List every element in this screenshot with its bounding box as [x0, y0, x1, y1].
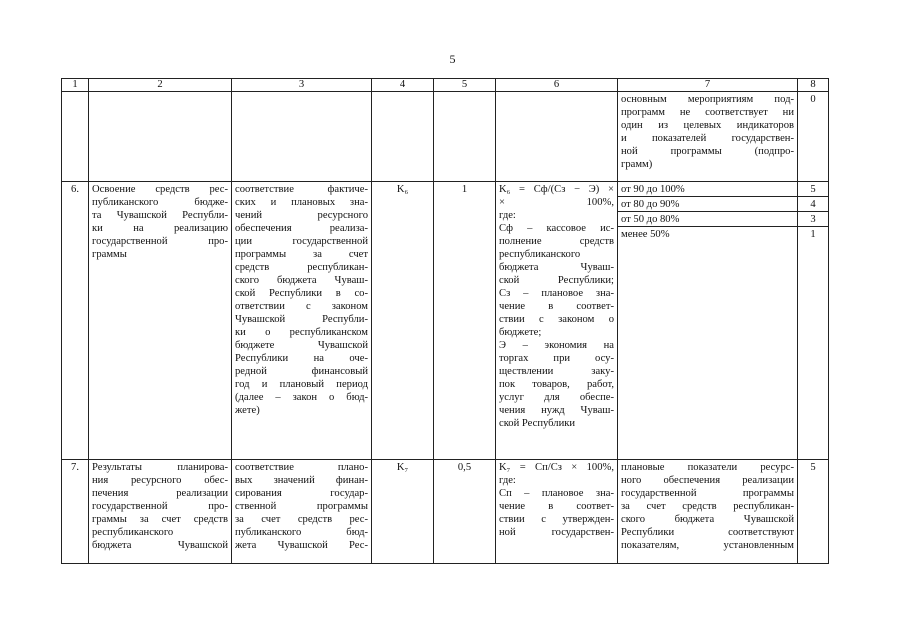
text-line: публиканского бюдже- [92, 197, 228, 208]
text-line: государственной программы [621, 488, 794, 499]
text-line: ки на реализацию [92, 223, 228, 234]
text-line: полнение средств [499, 236, 614, 247]
indicator-criterion [232, 182, 372, 460]
text-line: Э – экономия на [499, 340, 614, 351]
score-item: 1 [810, 229, 816, 240]
column-number: 2 [89, 79, 232, 92]
table-row-continuation [62, 92, 829, 182]
text-line: Результаты планирова- [92, 462, 228, 473]
table-row-7 [62, 460, 829, 564]
criteria-scores [798, 182, 829, 460]
indicator-weight: 0,5 [434, 460, 496, 564]
text-line: государственной про- [92, 236, 228, 247]
criterion-score: 5 [798, 460, 829, 564]
text-line: печения реализации [92, 488, 228, 499]
column-number: 8 [798, 79, 829, 92]
text-line: программ не соответствует ни [621, 107, 794, 118]
text-line: Чувашской Республи- [235, 314, 368, 325]
text-line: Освоение средств рес- [92, 184, 228, 195]
text-line: ствии с утвержден- [499, 514, 614, 525]
text-line: (далее – закон о бюд- [235, 392, 368, 403]
text-line: чений ресурсного [235, 210, 368, 221]
text-line: ской Республики; [499, 275, 614, 286]
text-line: вых значений финан- [235, 475, 368, 486]
criterion-description [618, 460, 798, 564]
text-line: Cз – плановое зна- [499, 288, 614, 299]
criterion-score: 0 [798, 92, 829, 182]
text-line: граммы [92, 249, 127, 260]
text-line: Республики на оче- [235, 353, 368, 364]
text-line: государственной про- [92, 501, 228, 512]
text-line: республиканского [92, 527, 174, 538]
text-line: средств республикан- [235, 262, 368, 273]
text-line: услуг для обеспе- [499, 392, 614, 403]
text-line: сирования государ- [235, 488, 368, 499]
text-line: ответствии с законом [235, 301, 368, 312]
text-line: соответствие фактиче- [235, 184, 368, 195]
range-item: от 50 до 80% [618, 212, 797, 227]
column-number: 1 [62, 79, 89, 92]
text-line: ской Республики [499, 418, 576, 429]
criterion-description [618, 92, 798, 182]
text-line: × 100%, [499, 197, 614, 208]
text-line: основным мероприятиям под- [621, 94, 794, 105]
text-line: бюджете; [499, 327, 542, 338]
text-line: за счет средств республикан- [621, 501, 794, 512]
text-line: K₇ = Cп/Cз × 100%, [499, 462, 614, 473]
text-line: программы за счет [235, 249, 368, 260]
text-line: чение в соответ- [499, 301, 614, 312]
text-line: ции государственной [235, 236, 368, 247]
text-line: соответствие плано- [235, 462, 368, 473]
text-line: K₆ = Cф/(Cз − Э) × [499, 184, 614, 195]
text-line: граммы за счет средств [92, 514, 228, 525]
text-line: обеспечения реализа- [235, 223, 368, 234]
criteria-table [61, 78, 829, 564]
table-row-6 [62, 182, 829, 460]
range-item: от 90 до 100% [618, 182, 797, 197]
range-item: от 80 до 90% [618, 197, 797, 212]
column-number: 6 [496, 79, 618, 92]
text-line: республиканского [499, 249, 581, 260]
range-item: менее 50% [621, 229, 670, 240]
text-line: бюджета Чувашской [92, 540, 228, 551]
text-line: пок товаров, работ, [499, 379, 614, 390]
row-number: 7. [62, 460, 89, 564]
column-number-row [62, 79, 829, 92]
indicator-name [89, 460, 232, 564]
text-line: год и плановый период [235, 379, 368, 390]
text-line: чения нужд Чуваш- [499, 405, 614, 416]
text-line: ной государствен- [499, 527, 614, 538]
text-line: редной финансовый [235, 366, 368, 377]
score-item: 4 [798, 197, 828, 212]
text-line: где: [499, 210, 516, 221]
column-number: 5 [434, 79, 496, 92]
indicator-name [89, 182, 232, 460]
text-line: бюджете Чувашской [235, 340, 368, 351]
text-line: ки о республиканском [235, 327, 368, 338]
text-line: и показателей государствен- [621, 133, 794, 144]
text-line: бюджета Чуваш- [499, 262, 614, 273]
text-line: ского бюджета Чувашской [621, 514, 794, 525]
indicator-formula [496, 460, 618, 564]
text-line: где: [499, 475, 516, 486]
text-line: торгах при осу- [499, 353, 614, 364]
text-line: показателям, установленным [621, 540, 794, 551]
score-item: 3 [798, 212, 828, 227]
row-number: 6. [62, 182, 89, 460]
text-line: грамм) [621, 159, 653, 170]
text-line: ществлении заку- [499, 366, 614, 377]
text-line: жета Чувашской Рес- [235, 540, 368, 551]
indicator-weight: 1 [434, 182, 496, 460]
text-line: плановые показатели ресурс- [621, 462, 794, 473]
text-line: за счет средств рес- [235, 514, 368, 525]
column-number: 4 [372, 79, 434, 92]
text-line: жете) [235, 405, 260, 416]
column-number: 7 [618, 79, 798, 92]
score-item: 5 [798, 182, 828, 197]
text-line: ственной программы [235, 501, 368, 512]
text-line: ской Республики в со- [235, 288, 368, 299]
criteria-ranges [618, 182, 798, 460]
text-line: один из целевых индикаторов [621, 120, 794, 131]
indicator-code: K₇ [372, 460, 434, 564]
text-line: ного обеспечения реализации [621, 475, 794, 486]
text-line: ских и плановых зна- [235, 197, 368, 208]
column-number: 3 [232, 79, 372, 92]
text-line: Cп – плановое зна- [499, 488, 614, 499]
text-line: ной программы (подпро- [621, 146, 794, 157]
text-line: та Чувашской Республи- [92, 210, 228, 221]
page-number: 5 [449, 52, 456, 66]
text-line: Республики соответствуют [621, 527, 794, 538]
text-line: ствии с законом о [499, 314, 614, 325]
text-line: ского бюджета Чуваш- [235, 275, 368, 286]
text-line: Cф – кассовое ис- [499, 223, 614, 234]
text-line: чение в соответ- [499, 501, 614, 512]
indicator-criterion [232, 460, 372, 564]
indicator-code: K₆ [372, 182, 434, 460]
text-line: публиканского бюд- [235, 527, 368, 538]
indicator-formula [496, 182, 618, 460]
text-line: ния ресурсного обес- [92, 475, 228, 486]
